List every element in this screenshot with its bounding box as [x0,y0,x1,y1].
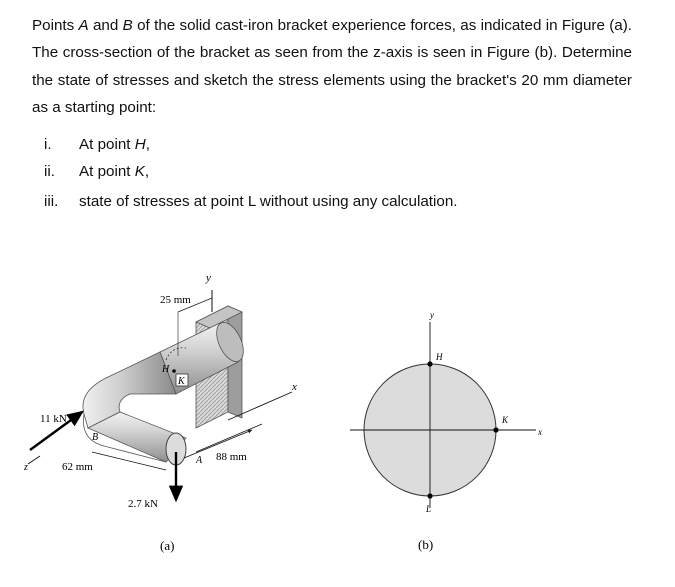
point-a-label: A [78,17,89,34]
label-k: K [178,376,185,387]
point-h-dot [427,361,432,366]
label-h-b: H [436,352,443,362]
item-point: H [134,136,146,153]
label-62mm: 62 mm [62,461,93,473]
caption-b: (b) [418,537,434,552]
label-y-b: y [430,310,434,320]
question-seg3: of the solid cast-iron bracket experience forces, as indicated in Figure (a). The cross-section of the bracket as seen from the z-axis is seen in Figure (b). Determine the state of stresses and sketch the stress elements using the bracket's 20 mm diameter as a starting point: [32,17,632,116]
point-l-dot [427,493,432,498]
list-number: i. [44,136,52,153]
z-axis-line [28,456,40,464]
question-seg1: Points [32,17,79,34]
label-x-b: x [538,427,542,437]
point-k-dot [493,427,498,432]
label-a: A [196,455,203,466]
label-11kn: 11 kN [40,413,67,425]
item-suffix: , [144,163,150,180]
label-z: z [24,462,28,473]
question-seg2: and [88,17,123,34]
label-l-b: L [426,504,432,514]
item-suffix: , [145,136,150,153]
label-y: y [206,272,211,284]
item-prefix: At point [79,163,135,180]
label-x: x [292,381,297,393]
label-27kn: 2.7 kN [128,498,158,510]
list-number: ii. [44,163,55,180]
item-prefix: At point [79,136,135,153]
label-25mm: 25 mm [160,294,191,306]
figure-a [23,272,297,553]
list-text: state of stresses at point L without using any calculation. [79,193,458,210]
figure-b [350,310,542,552]
list-number: iii. [44,193,59,210]
caption-a: (a) [160,538,175,553]
label-h: H [162,364,170,375]
label-88mm: 88 mm [216,451,247,463]
label-b: B [92,432,99,443]
item-point: K [134,163,145,180]
point-b-label: B [122,17,133,34]
label-k-b: K [502,415,509,425]
